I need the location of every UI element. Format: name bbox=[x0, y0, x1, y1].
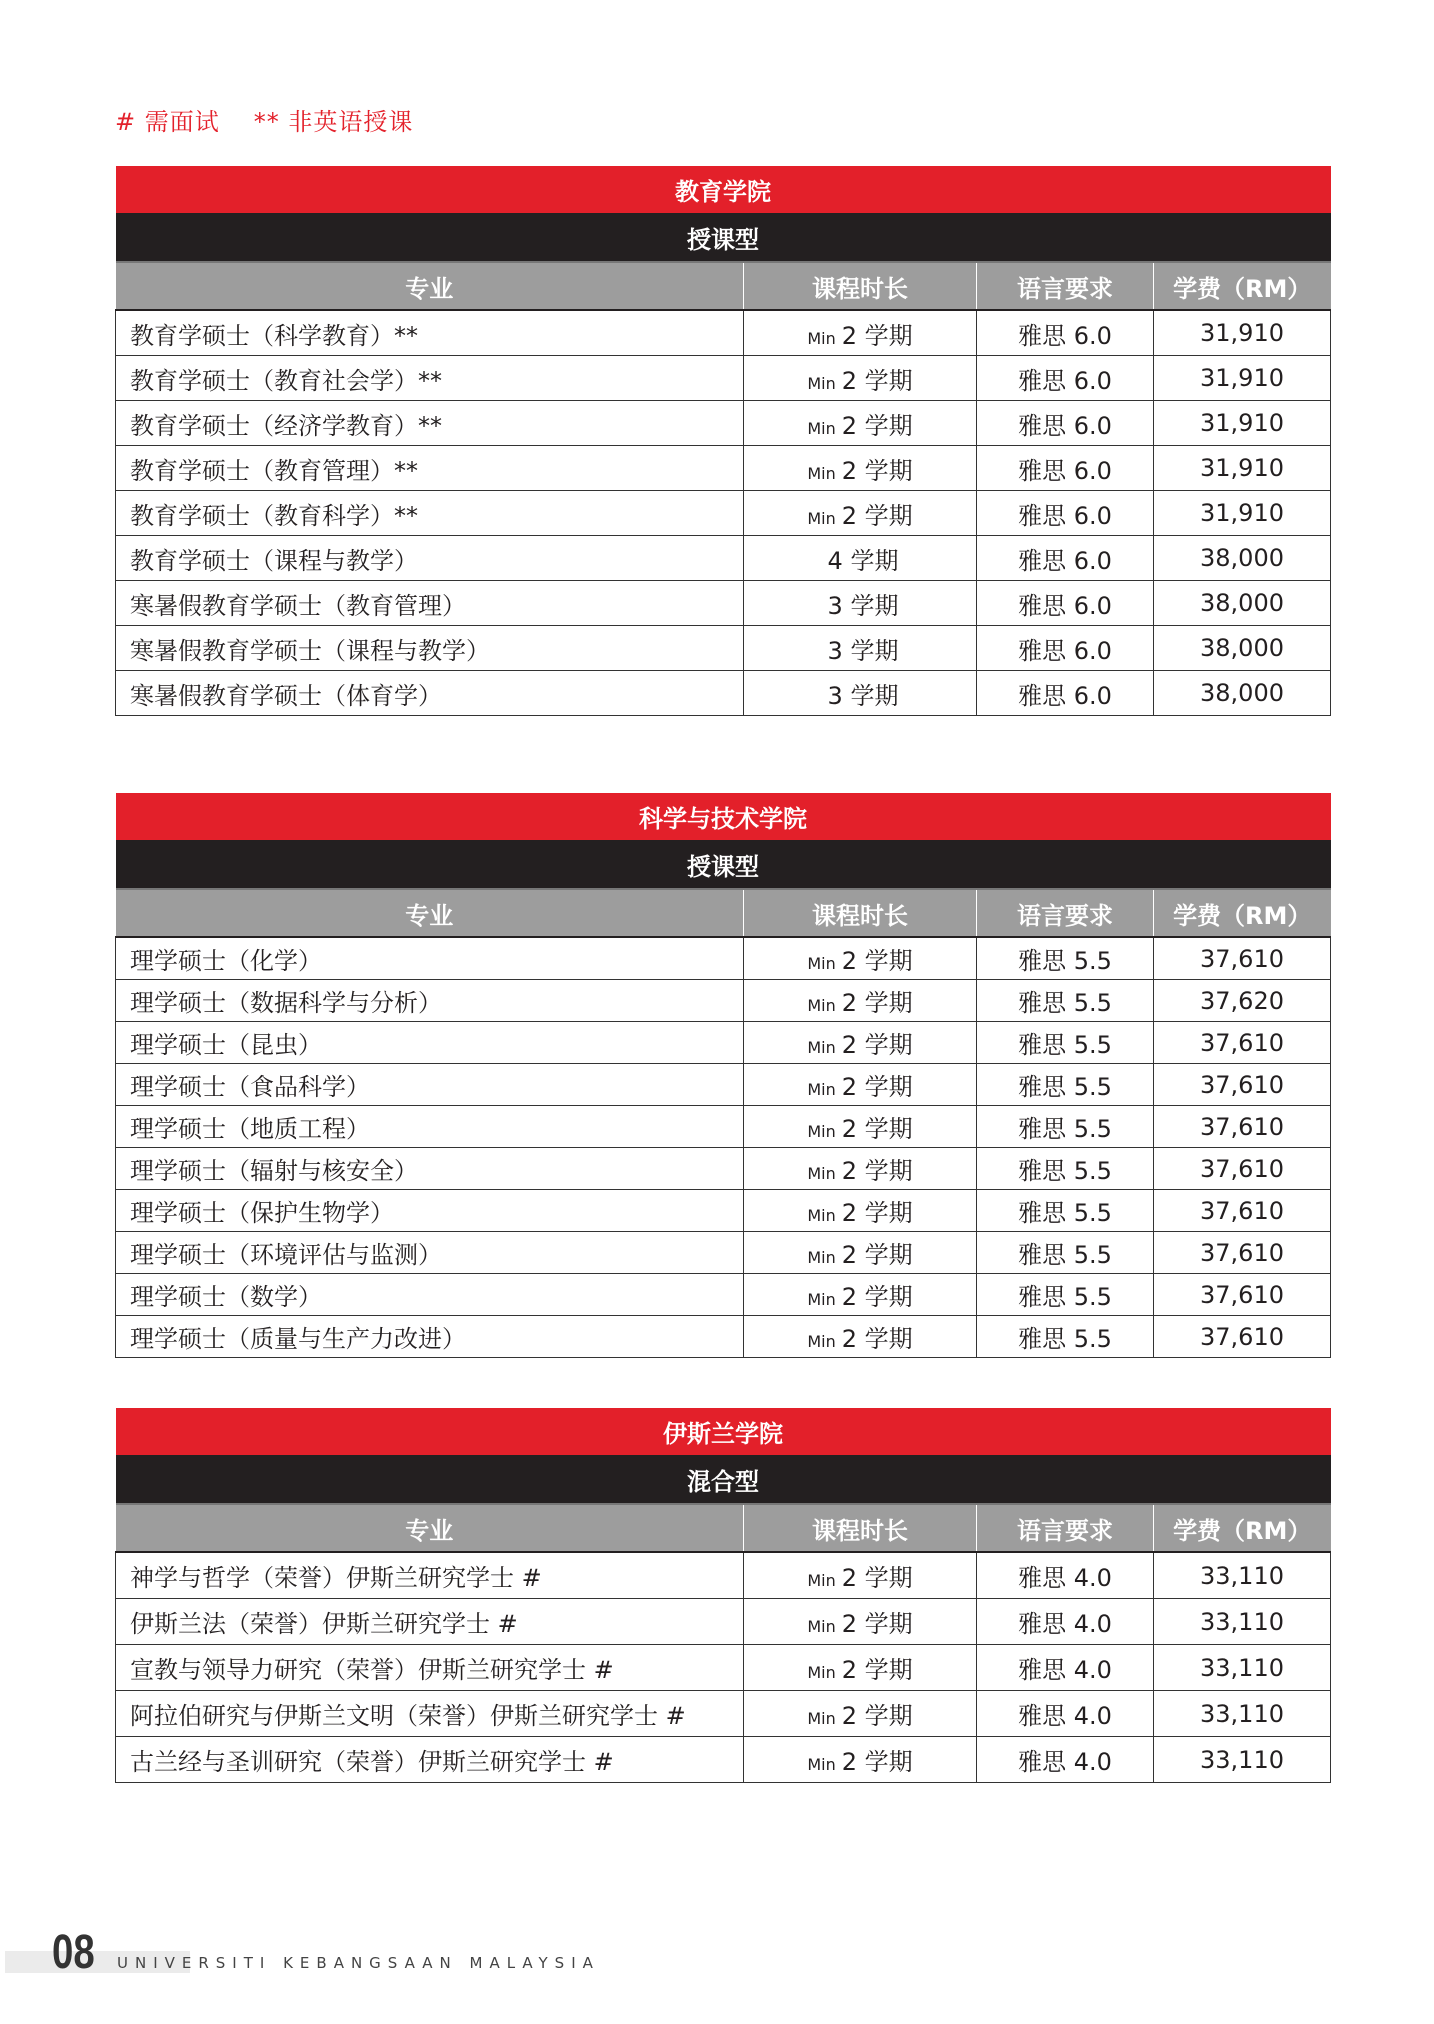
program-table bbox=[115, 793, 1331, 1358]
program-name: 理学硕士（昆虫） bbox=[116, 1022, 744, 1064]
duration-value: 2 学期 bbox=[841, 1031, 913, 1059]
tuition-fee: 31,910 bbox=[1154, 356, 1331, 401]
language-requirement: 雅思 5.5 bbox=[977, 1232, 1154, 1274]
tuition-fee: 31,910 bbox=[1154, 491, 1331, 536]
language-requirement: 雅思 6.0 bbox=[977, 581, 1154, 626]
program-name: 教育学硕士（课程与教学） bbox=[116, 536, 744, 581]
col-program: 专业 bbox=[116, 1504, 744, 1552]
col-language: 语言要求 bbox=[977, 262, 1154, 310]
tuition-fee: 38,000 bbox=[1154, 536, 1331, 581]
duration bbox=[744, 1106, 977, 1148]
legend bbox=[115, 102, 447, 137]
tuition-fee: 37,610 bbox=[1154, 1106, 1331, 1148]
min-label: Min bbox=[807, 1663, 836, 1682]
duration-value: 2 学期 bbox=[841, 456, 913, 485]
duration-value: 2 学期 bbox=[841, 1115, 913, 1143]
program-name: 教育学硕士（经济学教育）** bbox=[116, 401, 744, 446]
duration bbox=[744, 1148, 977, 1190]
duration-value: 4 学期 bbox=[827, 546, 899, 575]
min-label: Min bbox=[807, 1571, 836, 1590]
duration bbox=[744, 581, 977, 626]
language-requirement: 雅思 6.0 bbox=[977, 671, 1154, 716]
program-table bbox=[115, 166, 1331, 716]
table-row bbox=[116, 1064, 1331, 1106]
duration bbox=[744, 356, 977, 401]
duration-value: 2 学期 bbox=[841, 321, 913, 350]
duration bbox=[744, 1316, 977, 1358]
faculty-title: 科学与技术学院 bbox=[116, 793, 1331, 840]
col-fee: 学费（RM） bbox=[1154, 889, 1331, 937]
language-requirement: 雅思 4.0 bbox=[977, 1645, 1154, 1691]
duration-value: 2 学期 bbox=[841, 1656, 913, 1684]
min-label: Min bbox=[807, 1709, 836, 1728]
min-label: Min bbox=[807, 1290, 836, 1309]
table-row bbox=[116, 937, 1331, 980]
min-label: Min bbox=[807, 1206, 836, 1225]
tuition-fee: 37,610 bbox=[1154, 937, 1331, 980]
min-label: Min bbox=[807, 508, 836, 528]
study-mode: 授课型 bbox=[116, 213, 1331, 262]
language-requirement: 雅思 5.5 bbox=[977, 980, 1154, 1022]
tuition-fee: 33,110 bbox=[1154, 1691, 1331, 1737]
program-name: 理学硕士（化学） bbox=[116, 937, 744, 980]
language-requirement: 雅思 5.5 bbox=[977, 1274, 1154, 1316]
tuition-fee: 31,910 bbox=[1154, 401, 1331, 446]
duration bbox=[744, 1190, 977, 1232]
language-requirement: 雅思 5.5 bbox=[977, 1148, 1154, 1190]
duration bbox=[744, 446, 977, 491]
duration-value: 2 学期 bbox=[841, 366, 913, 395]
min-label: Min bbox=[807, 1755, 836, 1774]
table-row bbox=[116, 581, 1331, 626]
min-label: Min bbox=[807, 418, 836, 438]
min-label: Min bbox=[807, 463, 836, 483]
program-name: 理学硕士（数学） bbox=[116, 1274, 744, 1316]
program-name: 教育学硕士（科学教育）** bbox=[116, 310, 744, 356]
language-requirement: 雅思 4.0 bbox=[977, 1552, 1154, 1599]
table-row bbox=[116, 491, 1331, 536]
duration bbox=[744, 536, 977, 581]
language-requirement: 雅思 6.0 bbox=[977, 310, 1154, 356]
language-requirement: 雅思 6.0 bbox=[977, 626, 1154, 671]
program-name: 理学硕士（数据科学与分析） bbox=[116, 980, 744, 1022]
faculty-title: 伊斯兰学院 bbox=[116, 1408, 1331, 1455]
duration-value: 2 学期 bbox=[841, 1241, 913, 1269]
table-row bbox=[116, 980, 1331, 1022]
table-row bbox=[116, 1274, 1331, 1316]
study-mode: 混合型 bbox=[116, 1455, 1331, 1504]
language-requirement: 雅思 6.0 bbox=[977, 446, 1154, 491]
min-label: Min bbox=[807, 1617, 836, 1636]
table-row bbox=[116, 1691, 1331, 1737]
legend-non-english: ** 非英语授课 bbox=[253, 108, 414, 136]
language-requirement: 雅思 5.5 bbox=[977, 1022, 1154, 1064]
duration bbox=[744, 491, 977, 536]
duration bbox=[744, 937, 977, 980]
language-requirement: 雅思 4.0 bbox=[977, 1691, 1154, 1737]
duration-value: 2 学期 bbox=[841, 1748, 913, 1776]
language-requirement: 雅思 6.0 bbox=[977, 401, 1154, 446]
language-requirement: 雅思 5.5 bbox=[977, 1064, 1154, 1106]
program-name: 伊斯兰法（荣誉）伊斯兰研究学士 # bbox=[116, 1599, 744, 1645]
duration-value: 3 学期 bbox=[827, 591, 899, 620]
duration bbox=[744, 980, 977, 1022]
min-label: Min bbox=[807, 1332, 836, 1351]
university-name: UNIVERSITI KEBANGSAAN MALAYSIA bbox=[117, 1954, 600, 1972]
tuition-fee: 38,000 bbox=[1154, 671, 1331, 716]
duration-value: 2 学期 bbox=[841, 1073, 913, 1101]
language-requirement: 雅思 5.5 bbox=[977, 937, 1154, 980]
duration bbox=[744, 1232, 977, 1274]
table-row bbox=[116, 536, 1331, 581]
duration bbox=[744, 1064, 977, 1106]
col-duration: 课程时长 bbox=[744, 1504, 977, 1552]
program-name: 教育学硕士（教育社会学）** bbox=[116, 356, 744, 401]
duration bbox=[744, 310, 977, 356]
faculty-title: 教育学院 bbox=[116, 166, 1331, 213]
min-label: Min bbox=[807, 373, 836, 393]
tuition-fee: 33,110 bbox=[1154, 1552, 1331, 1599]
table-row bbox=[116, 401, 1331, 446]
program-name: 阿拉伯研究与伊斯兰文明（荣誉）伊斯兰研究学士 # bbox=[116, 1691, 744, 1737]
language-requirement: 雅思 6.0 bbox=[977, 356, 1154, 401]
min-label: Min bbox=[807, 328, 836, 348]
table-row bbox=[116, 1022, 1331, 1064]
program-name: 古兰经与圣训研究（荣誉）伊斯兰研究学士 # bbox=[116, 1737, 744, 1783]
table-row bbox=[116, 1106, 1331, 1148]
duration bbox=[744, 1645, 977, 1691]
duration-value: 2 学期 bbox=[841, 1564, 913, 1592]
table-row bbox=[116, 1148, 1331, 1190]
study-mode: 授课型 bbox=[116, 840, 1331, 889]
duration-value: 3 学期 bbox=[827, 681, 899, 710]
table-row bbox=[116, 1737, 1331, 1783]
duration-value: 2 学期 bbox=[841, 1325, 913, 1353]
tuition-fee: 33,110 bbox=[1154, 1599, 1331, 1645]
table-row bbox=[116, 446, 1331, 491]
duration bbox=[744, 1022, 977, 1064]
program-name: 教育学硕士（教育管理）** bbox=[116, 446, 744, 491]
duration bbox=[744, 1691, 977, 1737]
language-requirement: 雅思 4.0 bbox=[977, 1737, 1154, 1783]
table-row bbox=[116, 1599, 1331, 1645]
tuition-fee: 37,620 bbox=[1154, 980, 1331, 1022]
tuition-fee: 38,000 bbox=[1154, 581, 1331, 626]
language-requirement: 雅思 5.5 bbox=[977, 1316, 1154, 1358]
program-name: 寒暑假教育学硕士（课程与教学） bbox=[116, 626, 744, 671]
duration-value: 2 学期 bbox=[841, 1199, 913, 1227]
col-fee: 学费（RM） bbox=[1154, 262, 1331, 310]
duration bbox=[744, 1599, 977, 1645]
language-requirement: 雅思 4.0 bbox=[977, 1599, 1154, 1645]
min-label: Min bbox=[807, 1080, 836, 1099]
tuition-fee: 37,610 bbox=[1154, 1190, 1331, 1232]
tuition-fee: 31,910 bbox=[1154, 446, 1331, 491]
table-row bbox=[116, 1232, 1331, 1274]
program-name: 寒暑假教育学硕士（体育学） bbox=[116, 671, 744, 716]
tuition-fee: 37,610 bbox=[1154, 1232, 1331, 1274]
duration-value: 2 学期 bbox=[841, 947, 913, 975]
tuition-fee: 37,610 bbox=[1154, 1274, 1331, 1316]
table-row bbox=[116, 1645, 1331, 1691]
min-label: Min bbox=[807, 1122, 836, 1141]
page-number: 08 bbox=[52, 1926, 95, 1979]
program-name: 宣教与领导力研究（荣誉）伊斯兰研究学士 # bbox=[116, 1645, 744, 1691]
min-label: Min bbox=[807, 1248, 836, 1267]
duration-value: 2 学期 bbox=[841, 1702, 913, 1730]
legend-interview: # 需面试 bbox=[115, 108, 220, 136]
tuition-fee: 37,610 bbox=[1154, 1022, 1331, 1064]
duration bbox=[744, 671, 977, 716]
table-row bbox=[116, 1190, 1331, 1232]
min-label: Min bbox=[807, 996, 836, 1015]
duration-value: 3 学期 bbox=[827, 636, 899, 665]
tuition-fee: 33,110 bbox=[1154, 1737, 1331, 1783]
duration bbox=[744, 1552, 977, 1599]
table-row bbox=[116, 671, 1331, 716]
duration-value: 2 学期 bbox=[841, 501, 913, 530]
program-name: 理学硕士（辐射与核安全） bbox=[116, 1148, 744, 1190]
tuition-fee: 31,910 bbox=[1154, 310, 1331, 356]
col-duration: 课程时长 bbox=[744, 262, 977, 310]
table-row bbox=[116, 1316, 1331, 1358]
duration-value: 2 学期 bbox=[841, 989, 913, 1017]
duration-value: 2 学期 bbox=[841, 1283, 913, 1311]
language-requirement: 雅思 6.0 bbox=[977, 536, 1154, 581]
tuition-fee: 37,610 bbox=[1154, 1148, 1331, 1190]
table-row bbox=[116, 356, 1331, 401]
min-label: Min bbox=[807, 1038, 836, 1057]
program-name: 理学硕士（质量与生产力改进） bbox=[116, 1316, 744, 1358]
tuition-fee: 38,000 bbox=[1154, 626, 1331, 671]
duration bbox=[744, 626, 977, 671]
min-label: Min bbox=[807, 954, 836, 973]
program-table bbox=[115, 1408, 1331, 1783]
duration-value: 2 学期 bbox=[841, 1610, 913, 1638]
min-label: Min bbox=[807, 1164, 836, 1183]
table-row bbox=[116, 310, 1331, 356]
duration bbox=[744, 401, 977, 446]
language-requirement: 雅思 6.0 bbox=[977, 491, 1154, 536]
tuition-fee: 33,110 bbox=[1154, 1645, 1331, 1691]
language-requirement: 雅思 5.5 bbox=[977, 1190, 1154, 1232]
program-name: 理学硕士（地质工程） bbox=[116, 1106, 744, 1148]
table-row bbox=[116, 626, 1331, 671]
program-name: 教育学硕士（教育科学）** bbox=[116, 491, 744, 536]
program-name: 寒暑假教育学硕士（教育管理） bbox=[116, 581, 744, 626]
program-name: 理学硕士（环境评估与监测） bbox=[116, 1232, 744, 1274]
col-program: 专业 bbox=[116, 889, 744, 937]
table-row bbox=[116, 1552, 1331, 1599]
col-fee: 学费（RM） bbox=[1154, 1504, 1331, 1552]
duration-value: 2 学期 bbox=[841, 411, 913, 440]
program-name: 神学与哲学（荣誉）伊斯兰研究学士 # bbox=[116, 1552, 744, 1599]
col-duration: 课程时长 bbox=[744, 889, 977, 937]
program-name: 理学硕士（食品科学） bbox=[116, 1064, 744, 1106]
duration-value: 2 学期 bbox=[841, 1157, 913, 1185]
tuition-fee: 37,610 bbox=[1154, 1316, 1331, 1358]
tuition-fee: 37,610 bbox=[1154, 1064, 1331, 1106]
program-name: 理学硕士（保护生物学） bbox=[116, 1190, 744, 1232]
duration bbox=[744, 1274, 977, 1316]
col-program: 专业 bbox=[116, 262, 744, 310]
col-language: 语言要求 bbox=[977, 889, 1154, 937]
col-language: 语言要求 bbox=[977, 1504, 1154, 1552]
language-requirement: 雅思 5.5 bbox=[977, 1106, 1154, 1148]
duration bbox=[744, 1737, 977, 1783]
